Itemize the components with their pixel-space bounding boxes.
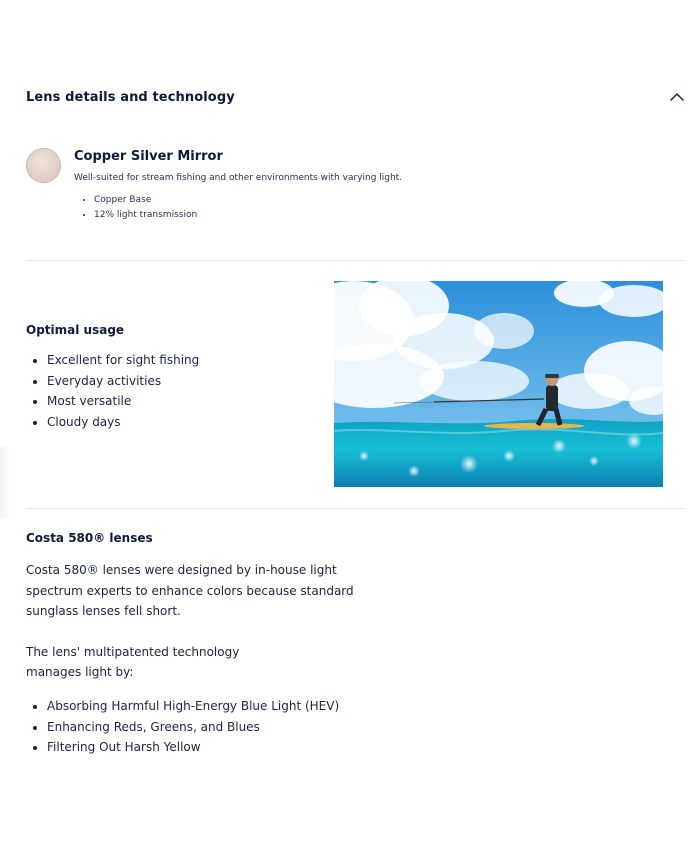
optimal-usage <box>26 322 316 432</box>
lens-specs-list <box>74 193 654 223</box>
divider <box>26 508 684 509</box>
lens-name: Copper Silver Mirror <box>74 149 223 164</box>
optimal-usage-heading: Optimal usage <box>26 323 125 337</box>
optimal-usage-list <box>26 350 316 432</box>
list-item: • Copper Base <box>94 193 654 208</box>
divider <box>26 260 684 261</box>
list-item: • Most versatile <box>47 391 316 412</box>
list-item: • Cloudy days <box>47 412 316 433</box>
costa-technology-intro: The lens' multipatented technology manages light by: <box>26 644 240 680</box>
lens-details-accordion-header[interactable] <box>26 86 686 108</box>
page-edge-shadow <box>0 446 10 518</box>
costa-580-info <box>26 530 386 758</box>
chevron-up-icon[interactable] <box>668 88 686 106</box>
list-item: • Absorbing Harmful High-Energy Blue Light (HEV) <box>47 696 386 717</box>
list-item: • Filtering Out Harsh Yellow <box>47 737 386 758</box>
list-item: • Everyday activities <box>47 371 316 392</box>
list-item: • Excellent for sight fishing <box>47 350 316 371</box>
lens-color-swatch <box>26 148 61 183</box>
costa-description: Costa 580® lenses were designed by in-house light spectrum experts to enhance colors because standard sunglass lenses fell short. <box>26 563 354 619</box>
costa-heading: Costa 580® lenses <box>26 531 153 545</box>
costa-benefits-list <box>26 696 386 758</box>
list-item: • 12% light transmission <box>94 208 654 223</box>
fishing-photo <box>334 281 663 487</box>
section-title: Lens details and technology <box>26 89 235 105</box>
lens-description: Well-suited for stream fishing and other environments with varying light. <box>74 173 403 183</box>
list-item: • Enhancing Reds, Greens, and Blues <box>47 717 386 738</box>
